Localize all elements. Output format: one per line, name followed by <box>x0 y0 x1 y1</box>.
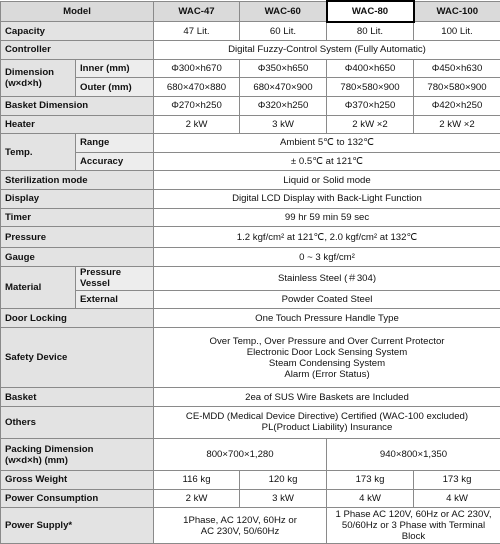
inner-dimension-value: Φ400×h650 <box>327 59 414 78</box>
model-wac-47-header: WAC-47 <box>154 1 240 22</box>
power-supply-label: Power Supply* <box>1 508 154 544</box>
external-value: Powder Coated Steel <box>154 290 500 309</box>
temp-accuracy-label: Accuracy <box>76 152 154 171</box>
power-supply-row <box>1 508 500 544</box>
heater-value: 2 kW <box>154 115 240 134</box>
basket-dimension-value: Φ370×h250 <box>327 96 414 115</box>
temp-accuracy-row <box>1 152 500 171</box>
packing-label-line: Packing Dimension <box>5 443 94 455</box>
pressure-value: 1.2 kgf/cm² at 121℃, 2.0 kgf/cm² at 132℃ <box>154 227 500 248</box>
others-label: Others <box>1 406 154 438</box>
gross-weight-label: Gross Weight <box>1 471 154 490</box>
gross-weight-value: 116 kg <box>154 471 240 490</box>
power-supply-line: AC 230V, 50/60Hz <box>200 525 280 537</box>
inner-dimension-value: Φ300×h670 <box>154 59 240 78</box>
temp-range-row <box>1 134 500 153</box>
outer-dimension-value: 680×470×900 <box>240 78 327 97</box>
temp-range-value: Ambient 5℃ to 132℃ <box>154 134 500 153</box>
power-supply-line: 1 Phase AC 120V, 60Hz or AC 230V, <box>335 509 492 521</box>
others-row <box>1 406 500 438</box>
power-supply-line: 1Phase, AC 120V, 60Hz or <box>183 514 297 526</box>
heater-value: 2 kW ×2 <box>414 115 500 134</box>
gross-weight-value: 120 kg <box>240 471 327 490</box>
controller-row <box>1 40 500 59</box>
packing-label <box>1 439 154 471</box>
inner-dimension-label: Inner (mm) <box>76 59 154 78</box>
power-supply-large-value <box>327 508 500 544</box>
model-wac-100-header: WAC-100 <box>414 1 500 22</box>
model-wac-80-header: WAC-80 <box>327 1 414 22</box>
inner-dimension-value: Φ350×h650 <box>240 59 327 78</box>
sterilization-value: Liquid or Solid mode <box>154 171 500 190</box>
heater-label: Heater <box>1 115 154 134</box>
display-label: Display <box>1 190 154 209</box>
heater-value: 2 kW ×2 <box>327 115 414 134</box>
timer-label: Timer <box>1 208 154 227</box>
safety-line: Alarm (Error Status) <box>284 368 370 380</box>
others-value <box>154 406 500 438</box>
dimension-label-line: (w×d×h) <box>5 77 42 89</box>
others-line: CE-MDD (Medical Device Directive) Certified (WAC-100 excluded) <box>185 411 469 423</box>
heater-value: 3 kW <box>240 115 327 134</box>
power-consumption-label: Power Consumption <box>1 489 154 508</box>
model-header: Model <box>1 1 154 22</box>
gross-weight-value: 173 kg <box>327 471 414 490</box>
basket-value: 2ea of SUS Wire Baskets are Included <box>154 388 500 407</box>
door-locking-row <box>1 309 500 328</box>
heater-row <box>1 115 500 134</box>
outer-dimension-value: 680×470×880 <box>154 78 240 97</box>
pressure-vessel-value: Stainless Steel (＃304) <box>154 266 500 290</box>
capacity-label: Capacity <box>1 22 154 41</box>
inner-dimension-value: Φ450×h630 <box>414 59 500 78</box>
gauge-label: Gauge <box>1 248 154 267</box>
gauge-value: 0 ~ 3 kgf/cm² <box>154 248 500 267</box>
temp-range-label: Range <box>76 134 154 153</box>
external-label: External <box>76 290 154 309</box>
packing-small-value: 800×700×1,280 <box>154 439 327 471</box>
timer-value: 99 hr 59 min 59 sec <box>154 208 500 227</box>
packing-label-line: (w×d×h) (mm) <box>5 454 68 466</box>
pressure-row <box>1 227 500 248</box>
outer-dimension-value: 780×580×900 <box>414 78 500 97</box>
basket-row <box>1 388 500 407</box>
capacity-value: 60 Lit. <box>240 22 327 41</box>
capacity-value: 47 Lit. <box>154 22 240 41</box>
material-external-row <box>1 290 500 309</box>
dimension-inner-row <box>1 59 500 78</box>
dimension-label <box>1 59 76 96</box>
capacity-value: 80 Lit. <box>327 22 414 41</box>
temp-label: Temp. <box>1 134 76 171</box>
gauge-row <box>1 248 500 267</box>
display-row <box>1 190 500 209</box>
power-consumption-value: 4 kW <box>327 489 414 508</box>
controller-label: Controller <box>1 40 154 59</box>
others-line: PL(Product Liability) Insurance <box>261 422 393 434</box>
outer-dimension-value: 780×580×900 <box>327 78 414 97</box>
basket-label: Basket <box>1 388 154 407</box>
material-label: Material <box>1 266 76 309</box>
sterilization-row <box>1 171 500 190</box>
power-consumption-row <box>1 489 500 508</box>
power-consumption-value: 3 kW <box>240 489 327 508</box>
model-wac-60-header: WAC-60 <box>240 1 327 22</box>
sterilization-label: Sterilization mode <box>1 171 154 190</box>
power-consumption-value: 4 kW <box>414 489 500 508</box>
power-supply-small-value <box>154 508 327 544</box>
display-value: Digital LCD Display with Back-Light Function <box>154 190 500 209</box>
basket-dimension-value: Φ420×h250 <box>414 96 500 115</box>
gross-weight-value: 173 kg <box>414 471 500 490</box>
timer-row <box>1 208 500 227</box>
safety-line: Electronic Door Lock Sensing System <box>246 346 408 358</box>
packing-row <box>1 439 500 471</box>
material-vessel-row <box>1 266 500 290</box>
safety-line: Steam Condensing System <box>268 357 386 369</box>
basket-dimension-value: Φ270×h250 <box>154 96 240 115</box>
power-consumption-value: 2 kW <box>154 489 240 508</box>
capacity-value: 100 Lit. <box>414 22 500 41</box>
pressure-label: Pressure <box>1 227 154 248</box>
basket-dimension-label: Basket Dimension <box>1 96 154 115</box>
door-locking-value: One Touch Pressure Handle Type <box>154 309 500 328</box>
outer-dimension-label: Outer (mm) <box>76 78 154 97</box>
safety-row <box>1 328 500 388</box>
dimension-label-line: Dimension <box>5 66 55 78</box>
safety-label: Safety Device <box>1 328 154 388</box>
power-supply-line: 50/60Hz or 3 Phase with Terminal Block <box>341 520 486 543</box>
safety-value <box>154 328 500 388</box>
temp-accuracy-value: ± 0.5℃ at 121℃ <box>154 152 500 171</box>
door-locking-label: Door Locking <box>1 309 154 328</box>
controller-value: Digital Fuzzy-Control System (Fully Automatic) <box>154 40 500 59</box>
pressure-vessel-label: Pressure Vessel <box>76 266 154 290</box>
header-row <box>1 1 500 22</box>
basket-dimension-value: Φ320×h250 <box>240 96 327 115</box>
basket-dimension-row <box>1 96 500 115</box>
capacity-row <box>1 22 500 41</box>
packing-large-value: 940×800×1,350 <box>327 439 500 471</box>
dimension-outer-row <box>1 78 500 97</box>
safety-line: Over Temp., Over Pressure and Over Current Protector <box>209 335 445 347</box>
gross-weight-row <box>1 471 500 490</box>
